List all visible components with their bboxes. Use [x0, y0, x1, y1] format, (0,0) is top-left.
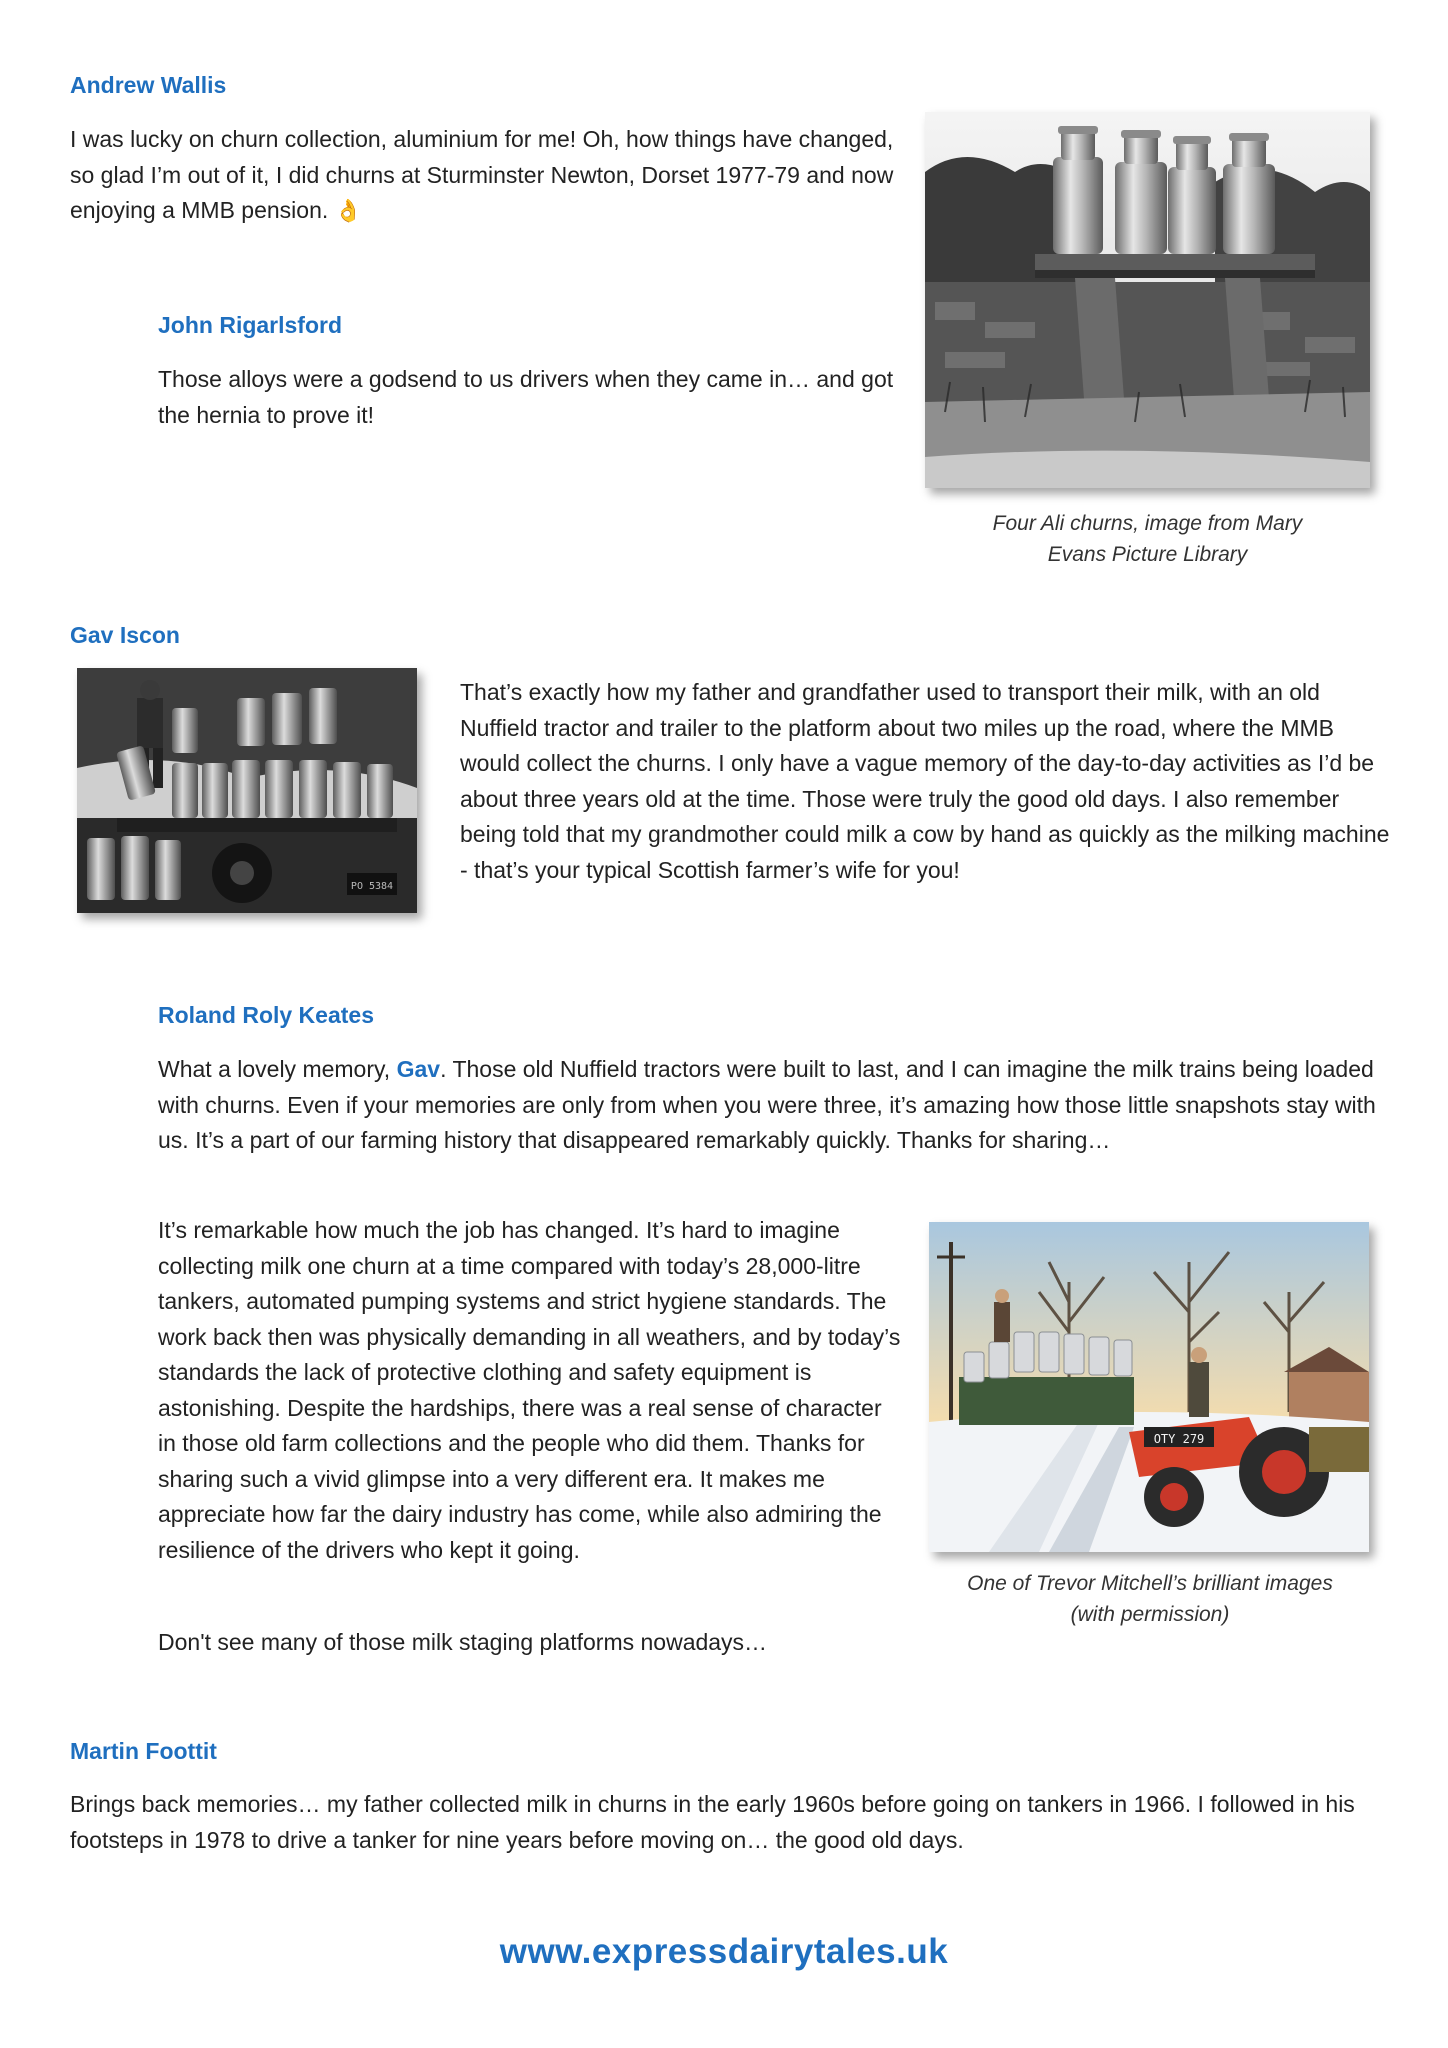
churns-trailer-photo: [77, 668, 417, 913]
tractor-number-plate: OTY 279: [1153, 1432, 1205, 1446]
trailer-number-plate: PO 5384: [350, 881, 394, 892]
commenter-name-roland: Roland Roly Keates: [158, 1002, 374, 1028]
ok-hand-icon: 👌: [334, 198, 363, 223]
comment-martin: Brings back memories… my father collected milk in churns in the early 1960s before going on tankers in 1966. I followed in his footsteps in 1978 to drive a tanker for nine years before moving on… the good old days.: [70, 1791, 1355, 1853]
website-link[interactable]: www.expressdairytales.uk: [499, 1932, 949, 1971]
commenter-name-john: John Rigarlsford: [158, 312, 343, 338]
tractor-painting-image: [929, 1222, 1369, 1552]
churns-caption: Four Ali churns, image from Mary Evans Picture Library: [992, 512, 1303, 566]
commenter-name-martin: Martin Foottit: [70, 1738, 217, 1764]
painting-caption: One of Trevor Mitchell’s brilliant images (with permission): [967, 1572, 1333, 1626]
comment-andrew-text: I was lucky on churn collection, aluminium for me! Oh, how things have changed, so glad I’m out of it, I did churns at Sturminster Newton, Dorset 1977-79 and now enjoying a MMB pension.: [70, 126, 894, 223]
mention-gav-link[interactable]: Gav: [396, 1056, 441, 1082]
comment-gav: That’s exactly how my father and grandfather used to transport their milk, with an old Nuffield tractor and trailer to the platform about two miles up the road, where the MMB would collect the churns. I only have a vague memory of the day-to-day activities as I’d be about three years old at the time. Those were truly the good old days. I also remember being told that my grandmother could milk a cow by hand as quickly as the milking machine - that’s your typical Scottish farmer’s wife for you!: [460, 679, 1390, 883]
commenter-name-gav: Gav Iscon: [70, 622, 180, 648]
comment-andrew: [70, 122, 900, 229]
comment-roland-p1-lead: What a lovely memory,: [158, 1056, 397, 1082]
commenter-name-andrew: Andrew Wallis: [70, 72, 227, 98]
four-churns-photo: [925, 112, 1370, 488]
comment-roland-p1: [158, 1052, 1403, 1159]
comment-roland-p3: Don't see many of those milk staging platforms nowadays…: [158, 1629, 768, 1655]
comment-roland-p2: It’s remarkable how much the job has changed. It’s hard to imagine collecting milk one churn at a time compared with today’s 28,000-litre tankers, automated pumping systems and strict hygiene standards. The work back then was physically demanding in all weathers, and by today’s standards the lack of protective clothing and safety equipment is astonishing. Despite the hardships, there was a real sense of character in those old farm collections and the people who did them. Thanks for sharing such a vivid glimpse into a very different era. It makes me appreciate how far the dairy industry has come, while also admiring the resilience of the drivers who kept it going.: [158, 1217, 901, 1563]
comment-roland-p1-rest: . Those old Nuffield tractors were built to last, and I can imagine the milk trains being loaded with churns. Even if your memories are only from when you were three, it’s amazing how those little snapshots stay with us. It’s a part of our farming history that disappeared remarkably quickly. Thanks for sharing…: [158, 1056, 1376, 1153]
comment-john: Those alloys were a godsend to us drivers when they came in… and got the hernia to prove it!: [158, 366, 894, 428]
